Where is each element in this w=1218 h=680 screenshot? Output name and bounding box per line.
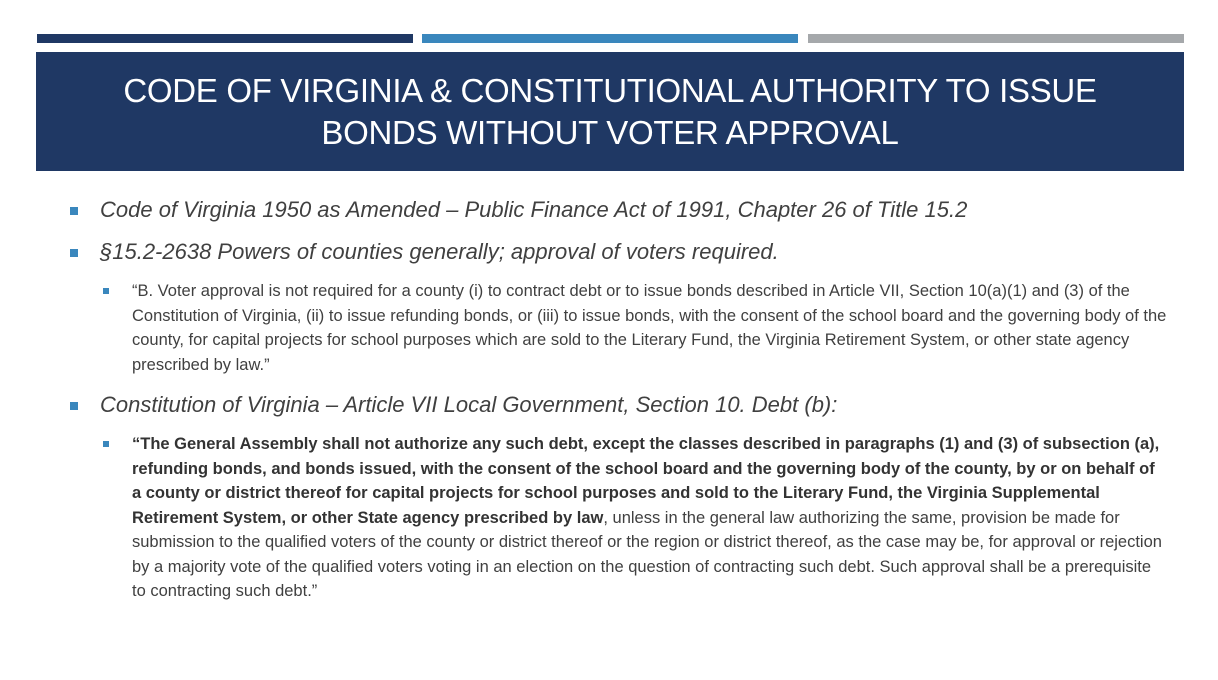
slide-title-banner [36, 52, 1184, 171]
square-bullet-icon [70, 402, 78, 410]
square-bullet-icon [103, 441, 109, 447]
bullet-text: Code of Virginia 1950 as Amended – Public Finance Act of 1991, Chapter 26 of Title 15.2 [100, 197, 968, 222]
sub-bullet-voter-approval-quote [68, 279, 1168, 377]
accent-bar-dark [37, 34, 413, 43]
sub-bullet-text: “B. Voter approval is not required for a county (i) to contract debt or to issue bonds described in Article VII, Section 10(a)(1) and (3) of the Constitution of Virginia, (ii) to issue refunding bonds, or (iii) to issue bonds, with the consent of the school board and the governing body of the county, for capital projects for school purposes which are sold to the Literary Fund, the Virginia Retirement System, or other state agency prescribed by law.” [132, 282, 1167, 374]
square-bullet-icon [70, 249, 78, 257]
bullet-text: §15.2-2638 Powers of counties generally; approval of voters required. [100, 239, 779, 264]
slide-title: CODE OF VIRGINIA & CONSTITUTIONAL AUTHORITY TO ISSUE BONDS WITHOUT VOTER APPROVAL [123, 71, 1097, 151]
sub-bullet-general-assembly-quote [68, 432, 1168, 604]
bullet-item-section-15-2-2638 [68, 238, 1168, 266]
square-bullet-icon [70, 207, 78, 215]
accent-bar-gray [808, 34, 1184, 43]
sub-bullet-text: , unless in the general law authorizing the same, provision be made for submission to the qualified voters of the county or district thereof or the region or district thereof, as the case may be, for approval or rejection by a majority vote of the qualified voters voting in an election on the question of contracting such debt. Such approval shall be a prerequisite to contracting such debt.” [132, 508, 1162, 600]
accent-bar-blue [422, 34, 798, 43]
bullet-item-constitution-article-vii [68, 391, 1168, 419]
square-bullet-icon [103, 288, 109, 294]
slide-body [68, 196, 1168, 604]
bullet-text: Constitution of Virginia – Article VII Local Government, Section 10. Debt (b): [100, 392, 838, 417]
bullet-item-code-of-virginia [68, 196, 1168, 224]
sub-bullet-bold-text: “The General Assembly shall not authorize any such debt, except the classes described in paragraphs (1) and (3) of subsection (a), refunding bonds, and bonds issued, with the consent of the school board and the governing body of the county, by or on behalf of a county or district thereof for capital projects for school purposes and sold to the Literary Fund, the Virginia Supplemental Retirement System, or other State agency prescribed by law [132, 435, 1160, 527]
